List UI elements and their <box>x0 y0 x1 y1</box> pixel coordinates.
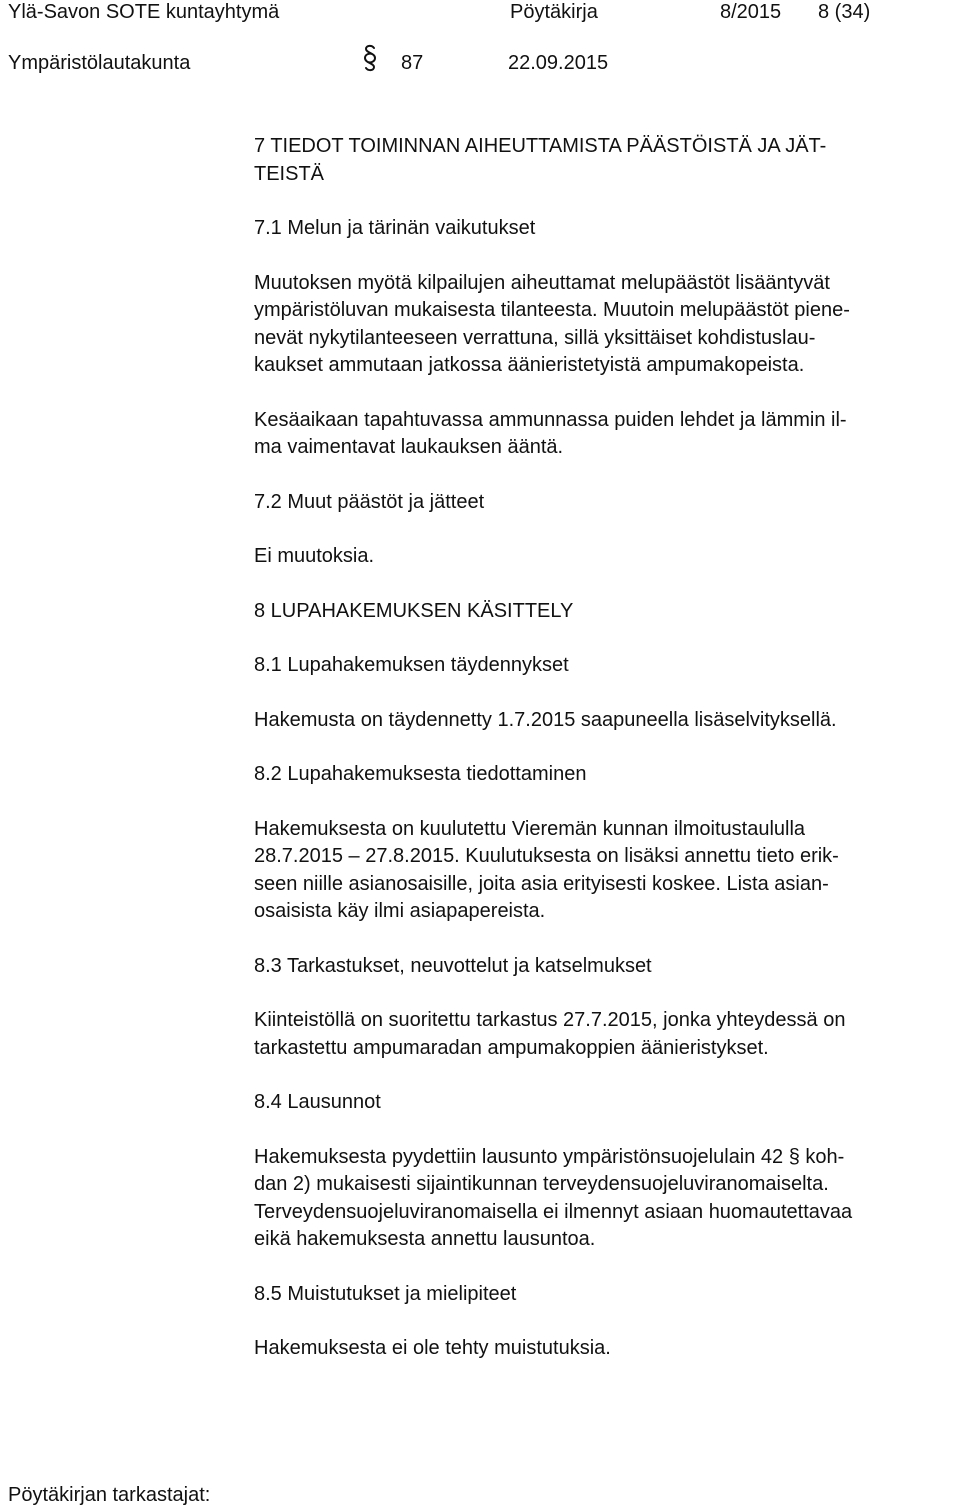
body-line: Muutoksen myötä kilpailujen aiheuttamat melupäästöt lisääntyvät <box>254 271 830 294</box>
body-line: Terveydensuojeluviranomaisella ei ilmennyt asiaan huomautettavaa <box>254 1200 853 1223</box>
body-line: 8.1 Lupahakemuksen täydennykset <box>254 654 569 676</box>
document-number: 8/2015 <box>720 1 782 23</box>
body-line: nevät nykytilanteeseen verrattuna, sillä yksittäiset kohdistuslau- <box>254 326 816 349</box>
body-line: Kesäaikaan tapahtuvassa ammunnassa puiden lehdet ja lämmin il- <box>254 408 847 431</box>
paragraph-gap <box>254 1308 954 1335</box>
organization-name: Ylä-Savon SOTE kuntayhtymä <box>8 1 280 23</box>
footer-label: Pöytäkirjan tarkastajat: <box>8 1484 211 1506</box>
body-line: eikä hakemuksesta annettu lausuntoa. <box>254 1228 596 1250</box>
body-line: Hakemuksesta pyydettiin lausunto ympäristönsuojelulain 42 § koh- <box>254 1145 845 1168</box>
body-line: Hakemusta on täydennetty 1.7.2015 saapuneella lisäselvityksellä. <box>254 708 837 731</box>
paragraph-gap <box>254 926 954 953</box>
paragraph-gap <box>254 789 954 816</box>
body-line: seen niille asianosaisille, joita asia erityisesti koskee. Lista asian- <box>254 872 829 895</box>
body-line: ympäristöluvan mukaisesta tilanteesta. Muutoin melupäästöt piene- <box>254 299 850 321</box>
paragraph-gap <box>254 1254 954 1281</box>
section-number: 87 <box>401 52 424 74</box>
paragraph-gap <box>254 188 954 215</box>
paragraph-gap <box>254 980 954 1007</box>
body-line: Hakemuksesta on kuulutettu Vieremän kunnan ilmoitustaululla <box>254 817 806 840</box>
body-line: 7 TIEDOT TOIMINNAN AIHEUTTAMISTA PÄÄSTÖISTÄ JA JÄT- <box>254 135 827 157</box>
paragraph-gap <box>254 680 954 707</box>
body-line: tarkastettu ampumaradan ampumakoppien äänieristykset. <box>254 1036 769 1059</box>
body-line: Kiinteistöllä on suoritettu tarkastus 27.7.2015, jonka yhteydessä on <box>254 1009 846 1031</box>
body-line: 8 LUPAHAKEMUKSEN KÄSITTELY <box>254 599 574 622</box>
page-number: 8 (34) <box>818 1 871 23</box>
body-line: 8.5 Muistutukset ja mielipiteet <box>254 1282 517 1305</box>
meeting-date: 22.09.2015 <box>508 52 609 74</box>
body-line: kaukset ammutaan jatkossa äänieristetyistä ampumakopeista. <box>254 354 805 376</box>
document-type: Pöytäkirja <box>510 1 598 23</box>
paragraph-gap <box>254 516 954 543</box>
body-line: 8.4 Lausunnot <box>254 1091 381 1113</box>
body-line: 7.2 Muut päästöt ja jätteet <box>254 490 485 513</box>
body-line: TEISTÄ <box>254 162 325 185</box>
body-line: Ei muutoksia. <box>254 545 375 567</box>
body-line: dan 2) mukaisesti sijaintikunnan terveydensuojeluviranomaiselta. <box>254 1173 829 1195</box>
body-line: osaisista käy ilmi asiapapereista. <box>254 900 546 922</box>
paragraph-gap <box>254 625 954 652</box>
body-line: 8.3 Tarkastukset, neuvottelut ja katselmukset <box>254 954 652 977</box>
paragraph-gap <box>254 380 954 407</box>
body-line: Hakemuksesta ei ole tehty muistutuksia. <box>254 1337 611 1359</box>
paragraph-gap <box>254 243 954 270</box>
body-line: 7.1 Melun ja tärinän vaikutukset <box>254 217 536 239</box>
board-name: Ympäristölautakunta <box>8 52 191 74</box>
paragraph-gap <box>254 1062 954 1089</box>
paragraph-gap <box>254 462 954 489</box>
paragraph-gap <box>254 571 954 598</box>
paragraph-gap <box>254 1117 954 1144</box>
body-line: ma vaimentavat laukauksen ääntä. <box>254 436 564 458</box>
paragraph-gap <box>254 734 954 761</box>
body-line: 28.7.2015 – 27.8.2015. Kuulutuksesta on lisäksi annettu tieto erik- <box>254 845 839 867</box>
body-line: 8.2 Lupahakemuksesta tiedottaminen <box>254 763 587 785</box>
document-body <box>254 133 954 1363</box>
section-sign-icon <box>360 44 380 72</box>
page-header <box>0 0 960 80</box>
